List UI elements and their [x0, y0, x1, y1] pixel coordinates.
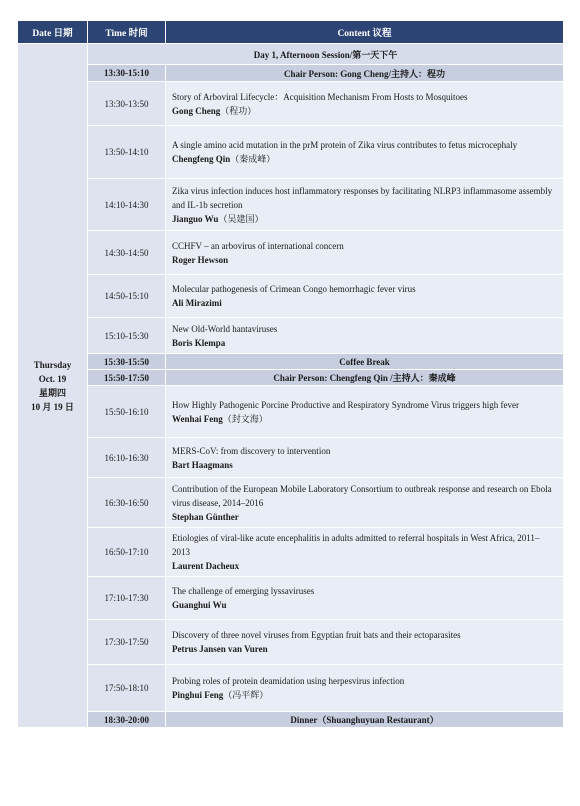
speaker-line: [172, 510, 557, 524]
talk-content: [166, 528, 564, 577]
time-cell: 14:10-14:30: [88, 179, 166, 231]
speaker-line: [172, 412, 557, 426]
talk-row: [18, 275, 564, 318]
time-cell: 17:50-18:10: [88, 665, 166, 712]
break-row: [18, 354, 564, 370]
speaker-line: [172, 296, 557, 310]
talk-content: [166, 82, 564, 126]
speaker-name: Pinghui Feng: [172, 690, 224, 700]
session-chair-or-break: Chair Person: Gong Cheng/主持人：程功: [166, 65, 564, 82]
header-content: Content 议程: [166, 21, 564, 44]
speaker-name: Petrus Jansen van Vuren: [172, 644, 268, 654]
header-row: [18, 21, 564, 44]
date-month-day-cn: 10 月 19 日: [31, 401, 74, 412]
time-cell: 13:30-13:50: [88, 82, 166, 126]
speaker-line: [172, 104, 557, 118]
talk-title: Probing roles of protein deamidation using herpesvirus infection: [172, 676, 405, 686]
talk-row: [18, 82, 564, 126]
time-cell: 16:30-16:50: [88, 478, 166, 528]
time-cell: 15:50-17:50: [88, 370, 166, 386]
break-row: [18, 65, 564, 82]
speaker-name: Boris Klempa: [172, 337, 226, 348]
talk-title: Zika virus infection induces host inflammatory responses by facilitating NLRP3 inflammasome assembly and IL-1b secretion: [172, 185, 553, 210]
speaker-name: Chengfeng Qin: [172, 154, 231, 164]
time-cell: 14:50-15:10: [88, 275, 166, 318]
speaker-line: [172, 688, 557, 702]
talk-row: [18, 231, 564, 275]
time-cell: 18:30-20:00: [88, 712, 166, 728]
talk-content: [166, 179, 564, 231]
talk-row: [18, 478, 564, 528]
date-weekday-cn: 星期四: [38, 387, 66, 398]
speaker-name-cn: （秦成峰）: [230, 154, 276, 164]
break-row: [18, 712, 564, 728]
talk-title: Discovery of three novel viruses from Egyptian fruit bats and their ectoparasites: [172, 630, 461, 640]
talk-row: [18, 126, 564, 179]
time-cell: 15:50-16:10: [88, 386, 166, 438]
speaker-name: Wenhai Feng: [172, 413, 223, 424]
talk-title: New Old-World hantaviruses: [172, 323, 278, 334]
talk-content: [166, 665, 564, 712]
talk-title: Etiologies of viral-like acute encephalitis in adults admitted to referral hospitals in West Africa, 2011–2013: [172, 533, 540, 557]
session-title: Day 1, Afternoon Session/第一天下午: [88, 44, 564, 65]
speaker-name-cn: （封文海）: [222, 413, 268, 424]
speaker-line: [172, 253, 557, 267]
session-chair-or-break: Coffee Break: [166, 354, 564, 370]
talk-content: [166, 318, 564, 354]
break-row: [18, 370, 564, 386]
talk-row: [18, 179, 564, 231]
speaker-name-cn: （吴建国）: [218, 213, 264, 224]
speaker-name-cn: （程功）: [220, 105, 257, 116]
talk-title: MERS-CoV: from discovery to intervention: [172, 445, 331, 456]
speaker-name: Ali Mirazimi: [172, 298, 222, 308]
time-cell: 17:30-17:50: [88, 620, 166, 665]
speaker-name: Bart Haagmans: [172, 459, 233, 470]
talk-content: [166, 231, 564, 275]
talk-title: CCHFV – an arbovirus of international concern: [172, 240, 344, 251]
talk-title: The challenge of emerging lyssaviruses: [172, 586, 315, 596]
speaker-name: Stephan Günther: [172, 511, 239, 522]
session-row: [18, 44, 564, 65]
talk-row: [18, 438, 564, 478]
talk-title: How Highly Pathogenic Porcine Productive and Respiratory Syndrome Virus triggers high fever: [172, 399, 519, 410]
talk-row: [18, 577, 564, 620]
speaker-line: [172, 212, 557, 226]
agenda-table: [17, 20, 564, 728]
header-date: Date 日期: [18, 21, 88, 44]
talk-content: [166, 386, 564, 438]
time-cell: 17:10-17:30: [88, 577, 166, 620]
talk-content: [166, 577, 564, 620]
talk-row: [18, 386, 564, 438]
date-month-day: Oct. 19: [38, 373, 67, 384]
talk-content: [166, 438, 564, 478]
talk-row: [18, 528, 564, 577]
talk-content: [166, 275, 564, 318]
date-cell: [18, 44, 88, 728]
talk-title: A single amino acid mutation in the prM protein of Zika virus contributes to fetus microcephaly: [172, 140, 518, 150]
talk-title: Contribution of the European Mobile Laboratory Consortium to outbreak response and research on Ebola virus disease, 2014–2016: [172, 483, 552, 508]
speaker-name: Roger Hewson: [172, 254, 229, 265]
talk-title: Story of Arboviral Lifecycle：Acquisition Mechanism From Hosts to Mosquitoes: [172, 91, 468, 102]
speaker-name: Gong Cheng: [172, 105, 221, 116]
session-chair-or-break: Dinner（Shuanghuyuan Restaurant）: [166, 712, 564, 728]
speaker-line: [172, 152, 557, 166]
talk-row: [18, 665, 564, 712]
speaker-line: [172, 642, 557, 656]
speaker-line: [172, 458, 557, 472]
time-cell: 13:30-15:10: [88, 65, 166, 82]
talk-row: [18, 318, 564, 354]
time-cell: 13:50-14:10: [88, 126, 166, 179]
talk-content: [166, 478, 564, 528]
time-cell: 16:10-16:30: [88, 438, 166, 478]
session-chair-or-break: Chair Person: Chengfeng Qin /主持人：秦成峰: [166, 370, 564, 386]
time-cell: 14:30-14:50: [88, 231, 166, 275]
speaker-name: Laurent Dacheux: [172, 561, 240, 571]
time-cell: 16:50-17:10: [88, 528, 166, 577]
talk-content: [166, 620, 564, 665]
speaker-line: [172, 336, 557, 350]
header-time: Time 时间: [88, 21, 166, 44]
speaker-line: [172, 559, 557, 573]
speaker-line: [172, 598, 557, 612]
talk-content: [166, 126, 564, 179]
talk-row: [18, 620, 564, 665]
time-cell: 15:10-15:30: [88, 318, 166, 354]
speaker-name: Jianguo Wu: [172, 213, 219, 224]
speaker-name: Guanghui Wu: [172, 600, 227, 610]
time-cell: 15:30-15:50: [88, 354, 166, 370]
date-weekday: Thursday: [33, 359, 72, 370]
talk-title: Molecular pathogenesis of Crimean Congo hemorrhagic fever virus: [172, 284, 416, 294]
speaker-name-cn: （冯平辉）: [223, 690, 269, 700]
